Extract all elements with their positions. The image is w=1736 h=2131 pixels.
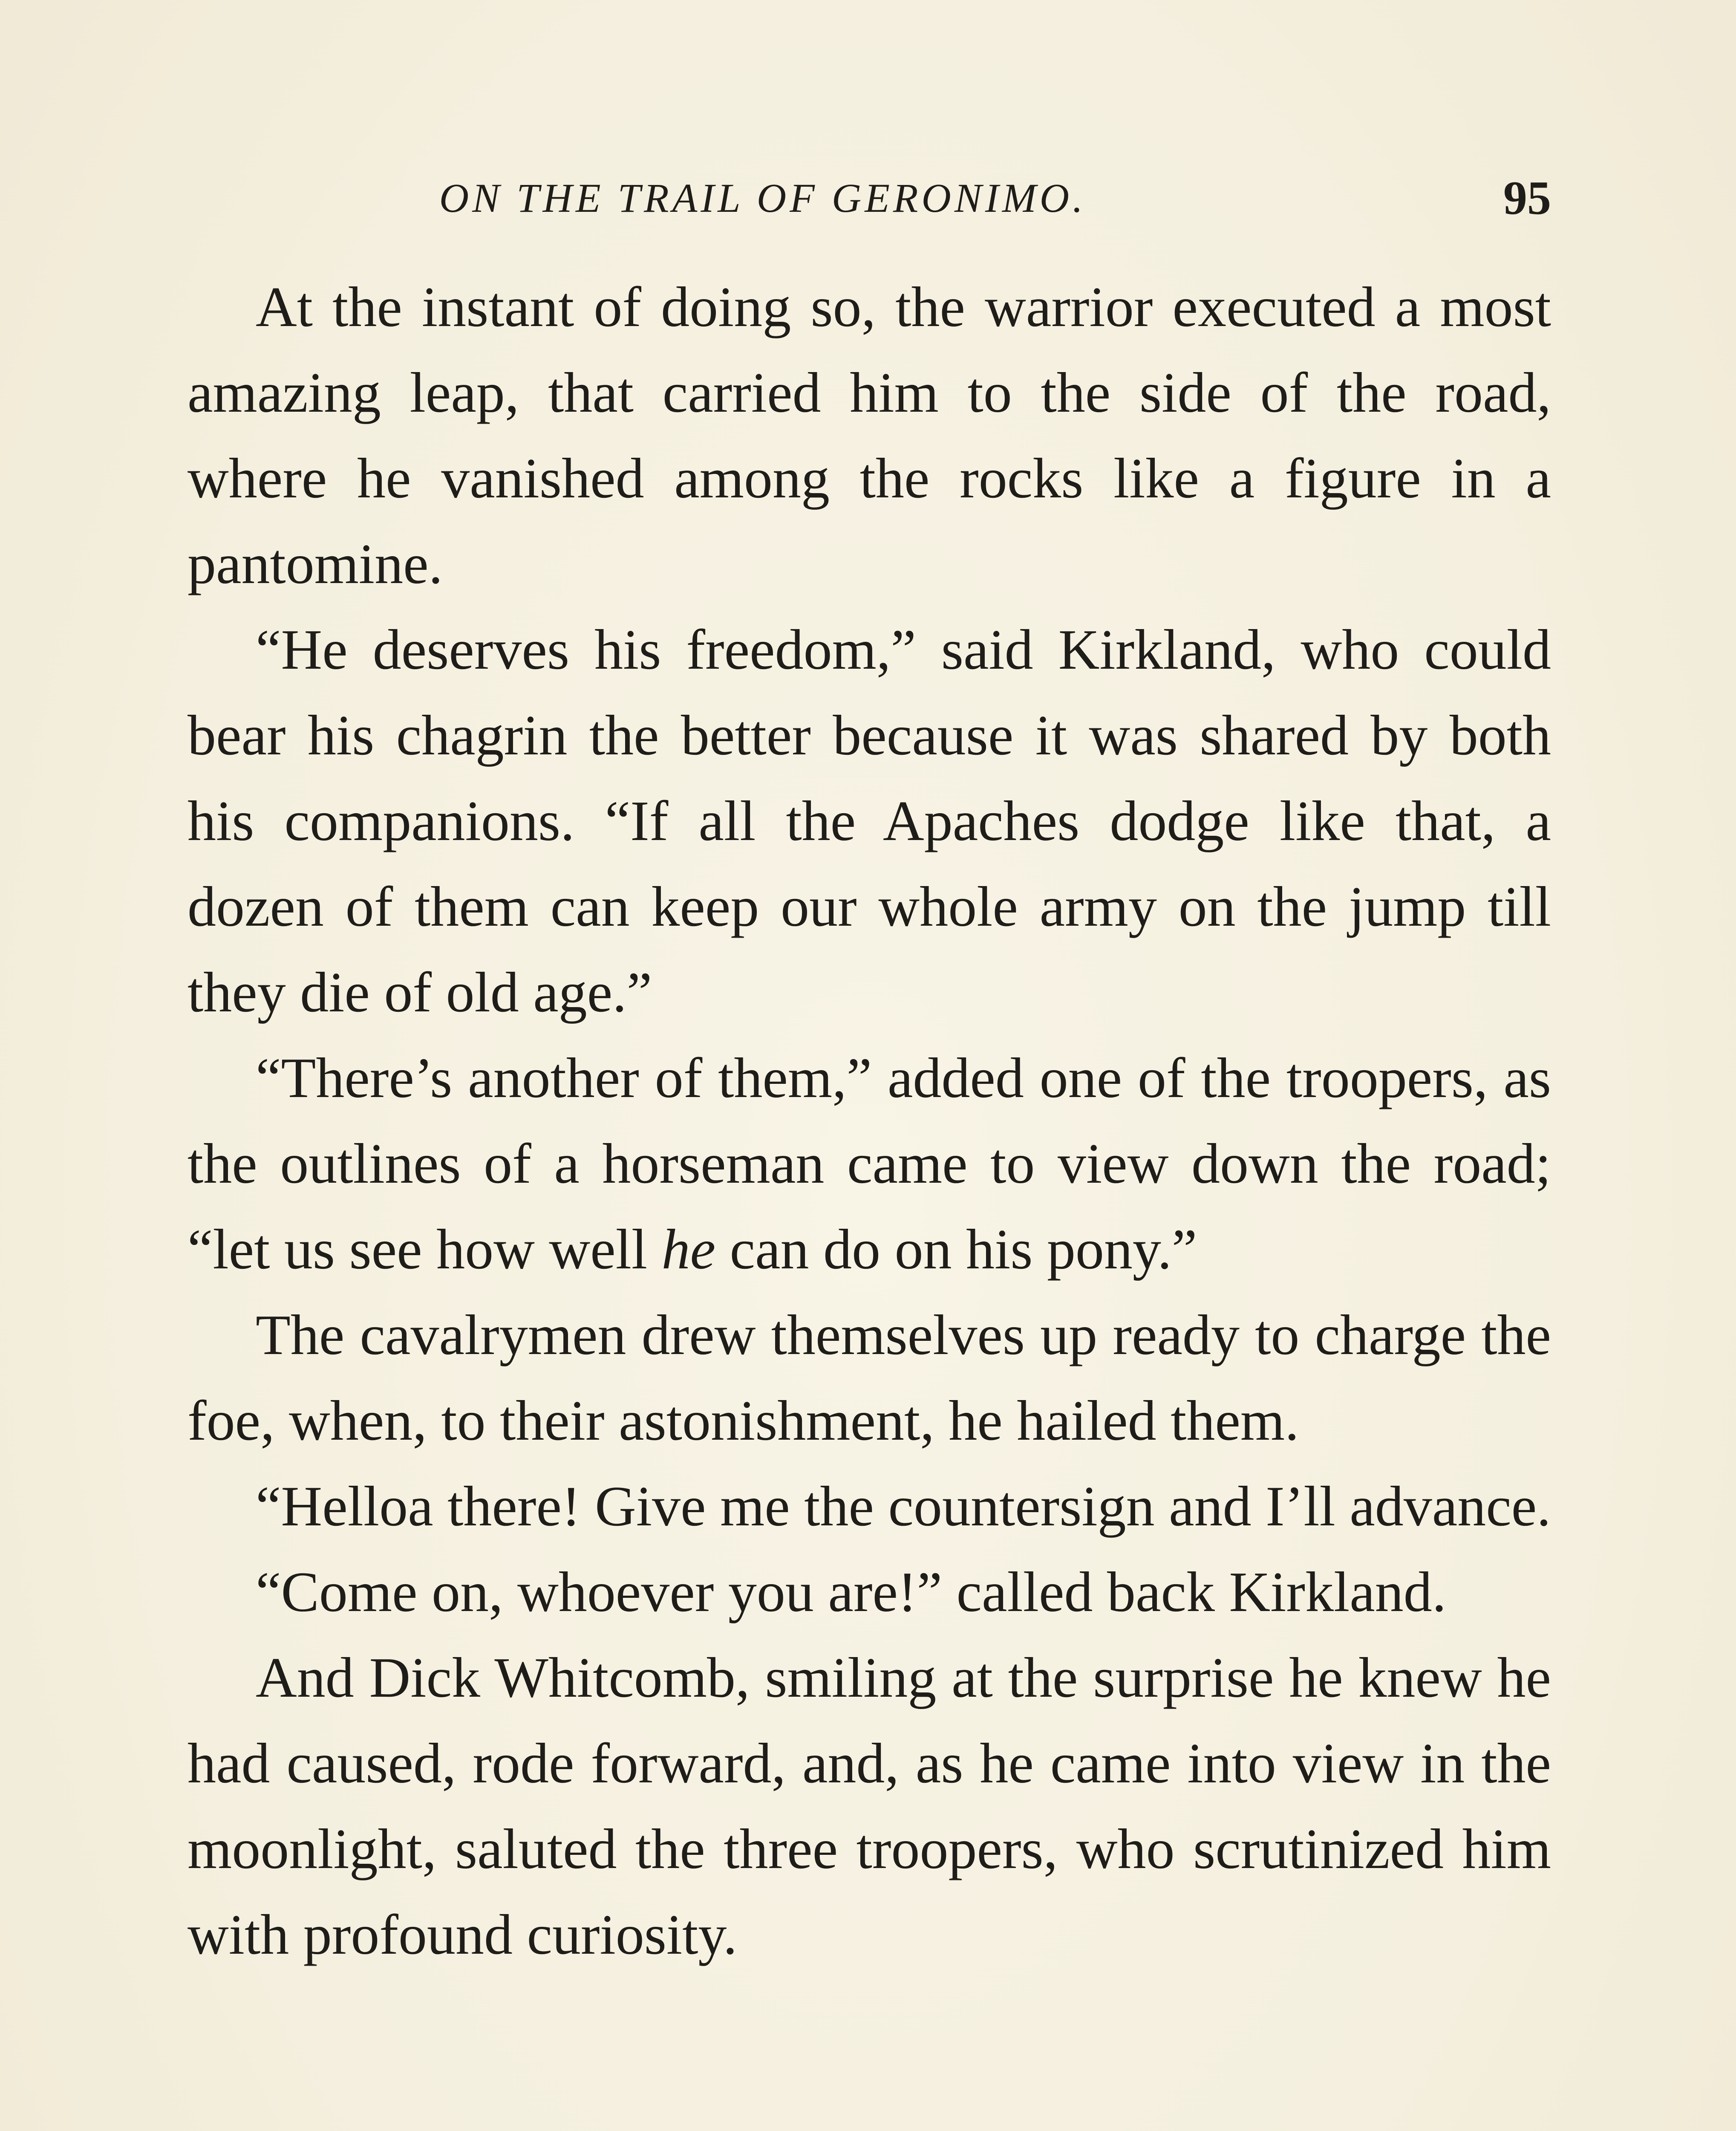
paragraph-4: The cavalrymen drew themselves up ready to charge the foe, when, to their astonishment, he hailed them. <box>187 1303 1551 1452</box>
running-title: ON THE TRAIL OF GERONIMO. <box>439 175 1087 221</box>
paragraph-6: “Come on, whoever you are!” called back Kirkland. <box>256 1560 1447 1623</box>
emphasis-he: he <box>661 1218 716 1281</box>
page-header <box>187 168 1551 228</box>
paragraph-2: “He deserves his freedom,” said Kirkland, who could bear his chagrin the better because it was shared by both his companions. “If all the Apaches dodge like that, a dozen of them can keep our whole army on the jump till they die of old age.” <box>187 618 1551 1024</box>
paragraph-5: “Helloa there! Give me the countersign and I’ll advance. <box>256 1475 1551 1538</box>
paragraph-3-before: “There’s another of them,” added one of the troopers, as the outlines of a horseman came to view down the road; “let us see how well <box>187 1046 1551 1281</box>
body-text <box>187 264 1551 1978</box>
paragraph-7: And Dick Whitcomb, smiling at the surprise he knew he had caused, rode forward, and, as he came into view in the moonlight, saluted the three troopers, who scrutinized him with profound curiosity. <box>187 1646 1551 1966</box>
paragraph-3-after: can do on his pony.” <box>715 1218 1197 1281</box>
page-number: 95 <box>1503 172 1551 225</box>
paragraph-3 <box>187 1035 1551 1292</box>
paragraph-1: At the instant of doing so, the warrior executed a most amazing leap, that carried him to the side of the road, where he vanished among the rocks like a figure in a pantomine. <box>187 275 1551 595</box>
